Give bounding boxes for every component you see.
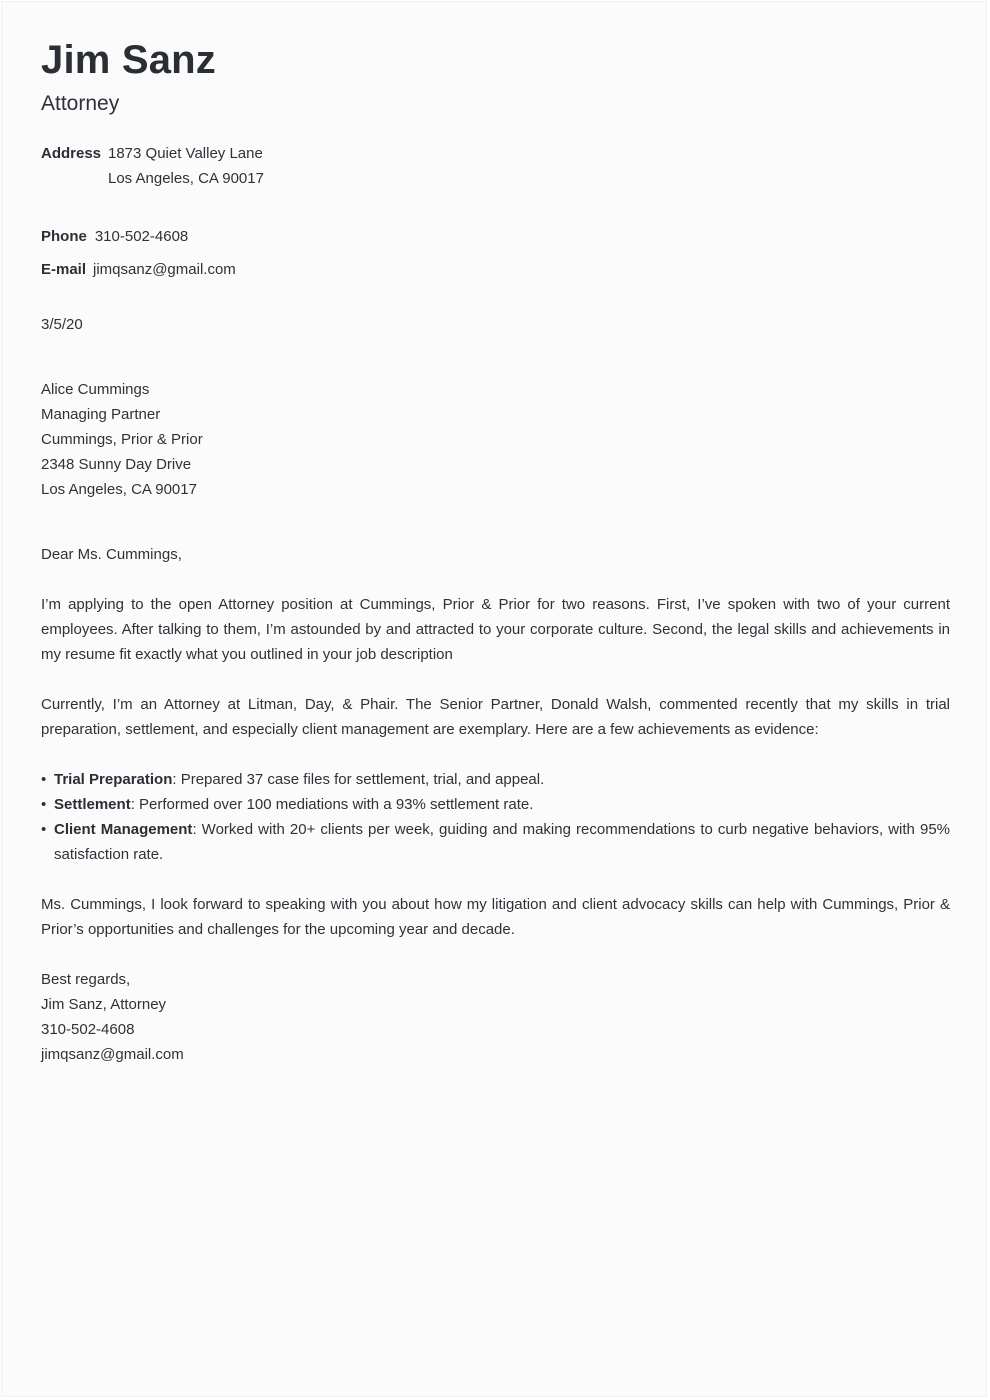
address-line-1: 1873 Quiet Valley Lane (108, 145, 263, 162)
body-paragraph-3: Ms. Cummings, I look forward to speaking with you about how my litigation and client advocacy skills can help with Cummings, Prior & Prior’s opportunities and challenges for the upcoming year and decade. (41, 896, 950, 938)
bullet-icon: • (41, 771, 47, 788)
sender-title: Attorney (41, 92, 120, 115)
email-label: E-mail (41, 261, 87, 278)
achievement-title: Settlement (54, 796, 131, 813)
email-value: jimqsanz@gmail.com (93, 261, 236, 278)
address-label: Address (41, 145, 102, 162)
email-row (41, 257, 236, 282)
phone-label: Phone (41, 228, 87, 245)
recipient-street: 2348 Sunny Day Drive (41, 456, 192, 473)
achievements-list (41, 767, 950, 867)
letter-date: 3/5/20 (41, 316, 83, 333)
bullet-icon: • (41, 821, 47, 838)
body-paragraph-1: I’m applying to the open Attorney position at Cummings, Prior & Prior for two reasons. First, I’ve spoken with two of your current employees. After talking to them, I’m astounded by and attracted to your corporate culture. Second, the legal skills and achievements in my resume fit exactly what you outlined in your job description (41, 596, 950, 663)
closing-email: jimqsanz@gmail.com (41, 1046, 184, 1063)
bullet-icon: • (41, 796, 47, 813)
recipient-position: Managing Partner (41, 406, 161, 423)
achievement-item (41, 767, 950, 792)
achievement-title: Client Management (54, 821, 193, 838)
phone-row (41, 224, 188, 249)
recipient-block (41, 377, 203, 502)
sender-name: Jim Sanz (41, 38, 216, 82)
body-paragraph-2: Currently, I’m an Attorney at Litman, Day, & Phair. The Senior Partner, Donald Walsh, commented recently that my skills in trial preparation, settlement, and especially client management are exemplary. Here are a few achievements as evidence: (41, 696, 950, 738)
recipient-city: Los Angeles, CA 90017 (41, 481, 197, 498)
achievement-text: : Prepared 37 case files for settlement, trial, and appeal. (172, 771, 545, 788)
achievement-item (41, 792, 950, 817)
achievement-text: : Performed over 100 mediations with a 93% settlement rate. (130, 796, 534, 813)
phone-value: 310-502-4608 (94, 228, 189, 245)
recipient-name: Alice Cummings (41, 381, 150, 398)
address-line-2: Los Angeles, CA 90017 (108, 170, 264, 187)
closing-phone: 310-502-4608 (41, 1021, 135, 1038)
recipient-company: Cummings, Prior & Prior (41, 431, 203, 448)
achievement-title: Trial Preparation (54, 771, 173, 788)
salutation: Dear Ms. Cummings, (41, 546, 182, 563)
cover-letter-page (1, 1, 987, 1397)
closing-block (41, 967, 184, 1067)
closing-signature: Jim Sanz, Attorney (41, 996, 167, 1013)
achievement-text: : Worked with 20+ clients per week, guiding and making recommendations to curb negative behaviors, with 95% satisfaction rate. (54, 821, 950, 863)
achievement-item (41, 817, 950, 867)
closing-signoff: Best regards, (41, 971, 131, 988)
